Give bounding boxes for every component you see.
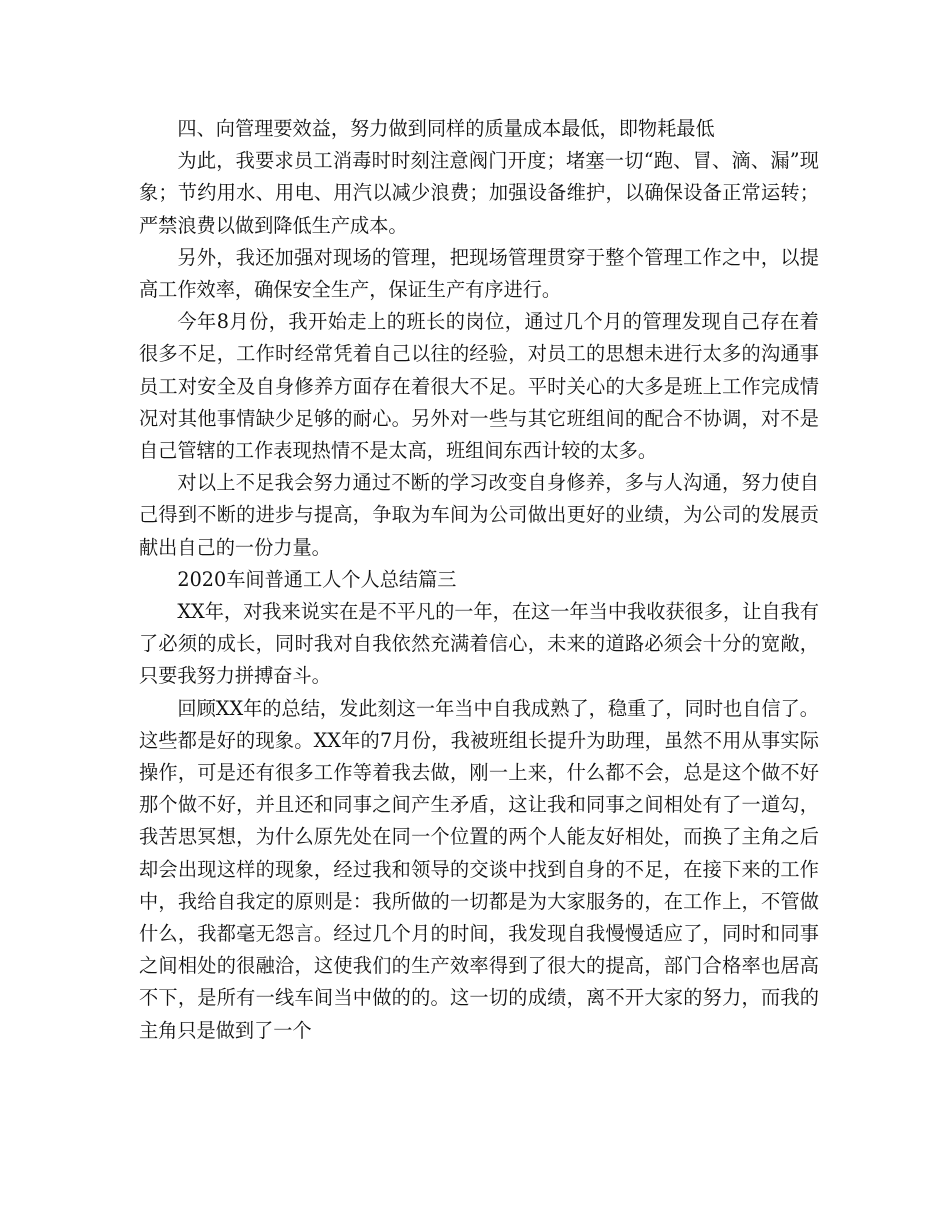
document-body [139, 113, 819, 1047]
paragraph-team-leader: 今年8月份，我开始走上的班长的岗位，通过几个月的管理发现自己存在着很多不足，工作时经常凭着自己以往的经验，对员工的思想未进行太多的沟通事员工对安全及自身修养方面存在着很大不足。平时关心的大多是班上工作完成情况对其他事情缺少足够的耐心。另外对一些与其它班组间的配合不协调，对不是自己管辖的工作表现热情不是太高，班组间东西计较的太多。 [139, 310, 819, 463]
paragraph-heading-section-four: 四、向管理要效益，努力做到同样的质量成本最低，即物耗最低 [177, 117, 715, 140]
paragraph-improvement: 对以上不足我会努力通过不断的学习改变自身修养，多与人沟通，努力使自己得到不断的进步与提高，争取为车间为公司做出更好的业绩，为公司的发展贡献出自己的一份力量。 [139, 471, 819, 559]
paragraph-cost-control: 为此，我要求员工消毒时时刻注意阀门开度；堵塞一切“跑、冒、滴、漏”现象；节约用水、用电、用汽以减少浪费；加强设备维护，以确保设备正常运转；严禁浪费以做到降低生产成本。 [139, 149, 819, 237]
paragraph-year-review: 回顾XX年的总结，发此刻这一年当中自我成熟了，稳重了，同时也自信了。这些都是好的现象。XX年的7月份，我被班组长提升为助理，虽然不用从事实际操作，可是还有很多工作等着我去做，刚一上来，什么都不会，总是这个做不好那个做不好，并且还和同事之间产生矛盾，这让我和同事之间相处有了一道勾，我苦思冥想，为什么原先处在同一个位置的两个人能友好相处，而换了主角之后却会出现这样的现象，经过我和领导的交谈中找到自身的不足，在接下来的工作中，我给自我定的原则是：我所做的一切都是为大家服务的，在工作上，不管做什么，我都毫无怨言。经过几个月的时间，我发现自我慢慢适应了，同时和同事之间相处的很融洽，这使我们的生产效率得到了很大的提高，部门合格率也居高不下，是所有一线车间当中做的的。这一切的成绩，离不开大家的努力，而我的主角只是做到了一个 [139, 696, 819, 1042]
section-title: 2020车间普通工人个人总结篇三 [177, 567, 457, 591]
paragraph-year-intro: XX年，对我来说实在是不平凡的一年，在这一年当中我收获很多，让自我有了必须的成长，同时我对自我依然充满着信心，未来的道路必须会十分的宽敞，只要我努力拼搏奋斗。 [139, 600, 819, 688]
paragraph-site-management: 另外，我还加强对现场的管理，把现场管理贯穿于整个管理工作之中，以提高工作效率，确保安全生产，保证生产有序进行。 [139, 245, 819, 302]
